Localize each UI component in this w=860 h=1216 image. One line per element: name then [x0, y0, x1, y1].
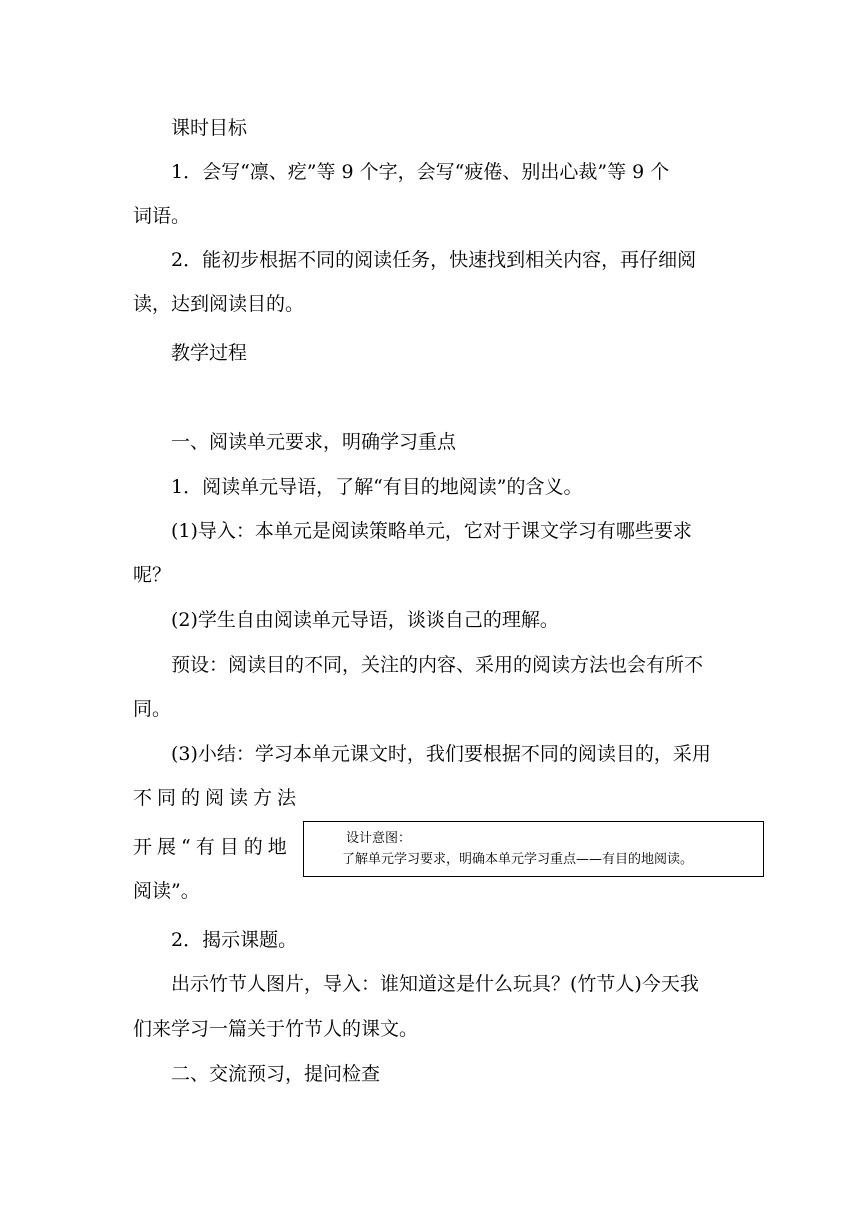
- goal-2-line-2: 读，达到阅读目的。: [133, 293, 305, 315]
- summary-line-4: 阅读”。: [133, 880, 200, 902]
- teaching-process-heading: 教学过程: [171, 342, 248, 364]
- preset-line-1: 预设：阅读目的不同，关注的内容、采用的阅读方法也会有所不: [171, 654, 704, 676]
- bamboo-intro-line-1: 出示竹节人图片，导入：谁知道这是什么玩具？(竹节人)今天我: [171, 973, 699, 995]
- lesson-goals-heading: 课时目标: [171, 117, 248, 139]
- summary-line-1: (3)小结：学习本单元课文时，我们要根据不同的阅读目的，采用: [171, 743, 711, 765]
- summary-line-3: 开展“有目的地: [133, 836, 292, 858]
- design-intent-box: [303, 821, 764, 877]
- design-intent-title: 设计意图：: [346, 831, 412, 846]
- preset-line-2: 同。: [133, 698, 172, 720]
- section-2-heading: 二、交流预习，提问检查: [171, 1063, 381, 1085]
- bamboo-intro-line-2: 们来学习一篇关于竹节人的课文。: [133, 1018, 419, 1040]
- summary-line-2: 不同的阅读方法: [133, 787, 302, 809]
- intro-line-1: (1)导入：本单元是阅读策略单元，它对于课文学习有哪些要求: [171, 520, 692, 542]
- goal-1-line-2: 词语。: [133, 205, 191, 227]
- goal-1-line-1: 1．会写“凛、疙”等 9 个字，会写“疲倦、别出心裁”等 9 个: [171, 161, 670, 183]
- intro-line-2: 呢？: [133, 564, 172, 586]
- section-1-heading: 一、阅读单元要求，明确学习重点: [171, 431, 457, 453]
- step-1-text: 1．阅读单元导语，了解“有目的地阅读”的含义。: [171, 476, 583, 498]
- goal-2-line-1: 2．能初步根据不同的阅读任务，快速找到相关内容，再仔细阅: [171, 249, 697, 271]
- step-2-text: 2．揭示课题。: [171, 929, 298, 951]
- design-intent-body: 了解单元学习要求，明确本单元学习重点——有目的地阅读。: [342, 852, 694, 867]
- free-reading-text: (2)学生自由阅读单元导语，谈谈自己的理解。: [171, 609, 559, 631]
